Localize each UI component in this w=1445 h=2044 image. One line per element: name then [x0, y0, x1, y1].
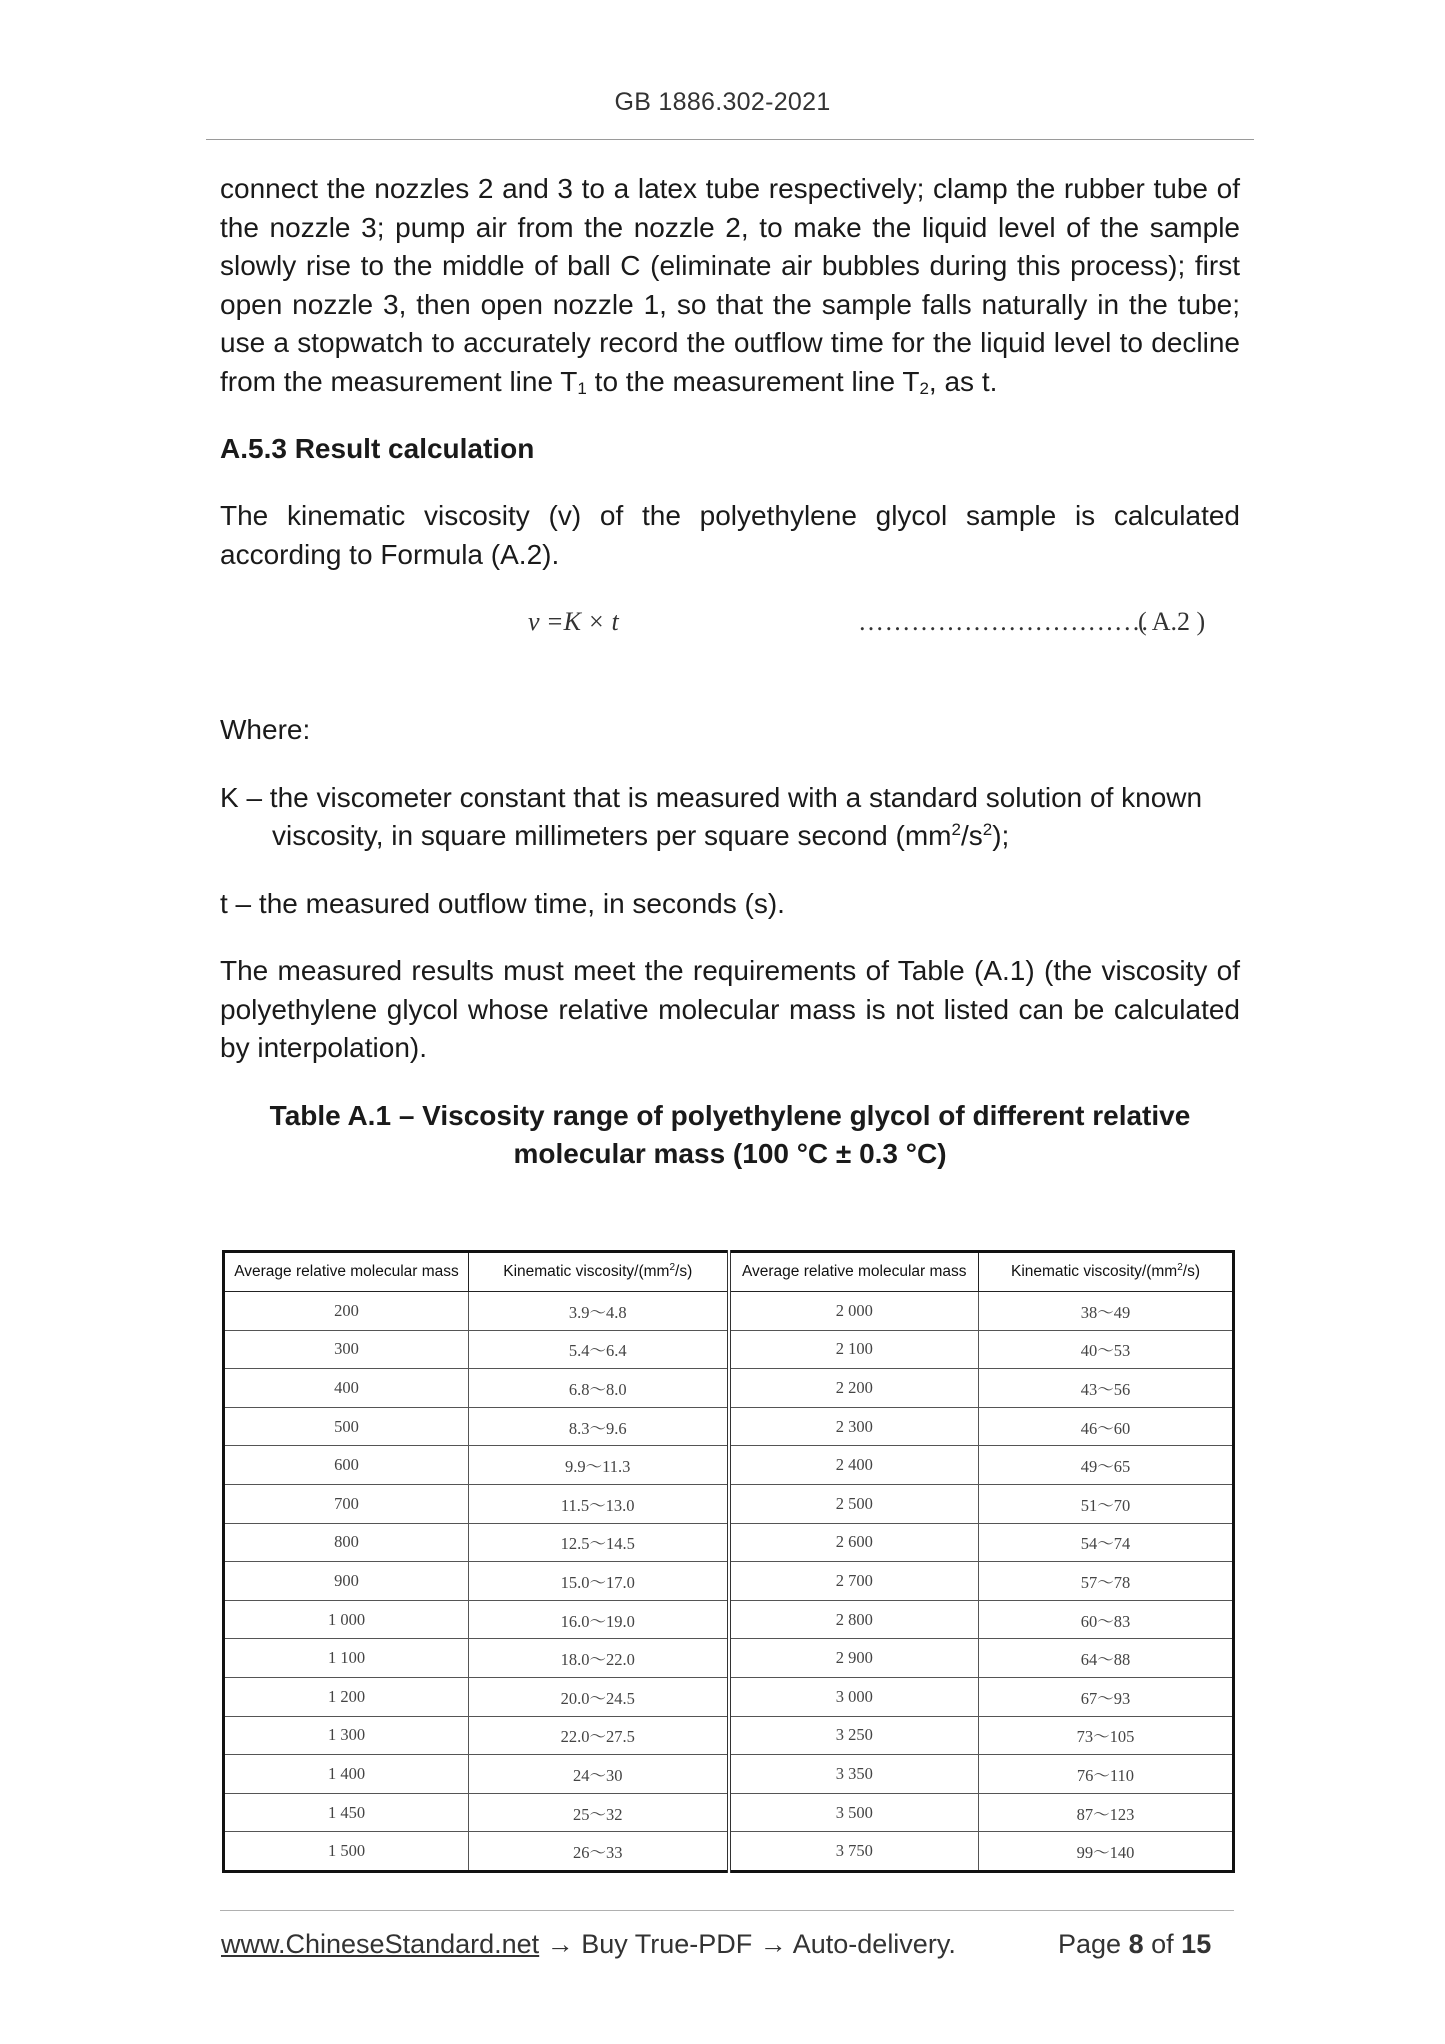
cell-mass-right: 3 500: [729, 1793, 979, 1832]
cell-mass-right: 3 250: [729, 1716, 979, 1755]
cell-mass-left: 1 500: [224, 1832, 469, 1872]
calculation-intro-paragraph: The kinematic viscosity (v) of the polyethylene glycol sample is calculated according to Formula (A.2).: [220, 500, 1240, 570]
cell-viscosity-left: 25～32: [469, 1793, 729, 1832]
table-row: [224, 1639, 1234, 1678]
header-divider: [206, 139, 1254, 140]
cell-viscosity-left: 3.9～4.8: [469, 1292, 729, 1331]
table-row: [224, 1330, 1234, 1369]
page-indicator: Page 8 of 15: [1058, 1929, 1212, 1959]
table-row: [224, 1407, 1234, 1446]
cell-mass-left: 400: [224, 1369, 469, 1408]
cell-viscosity-right: 43～56: [979, 1369, 1234, 1408]
cell-viscosity-left: 8.3～9.6: [469, 1407, 729, 1446]
cell-mass-right: 2 400: [729, 1446, 979, 1485]
table-row: [224, 1677, 1234, 1716]
definition-k: K – the viscometer constant that is measured with a standard solution of known viscosity, in square millimeters per square second $(mm^2/s^2)$;: [220, 781, 1203, 851]
cell-viscosity-left: 5.4～6.4: [469, 1330, 729, 1369]
table-row: [224, 1832, 1234, 1872]
cell-viscosity-left: 6.8～8.0: [469, 1369, 729, 1408]
cell-viscosity-right: 99～140: [979, 1832, 1234, 1872]
cell-mass-left: 1 100: [224, 1639, 469, 1678]
table-row: [224, 1716, 1234, 1755]
formula-expression: ν =K × t: [528, 607, 619, 636]
cell-mass-left: 1 200: [224, 1677, 469, 1716]
section-heading: A.5.3 Result calculation: [220, 433, 535, 464]
cell-viscosity-left: 12.5～14.5: [469, 1523, 729, 1562]
cell-viscosity-left: 18.0～22.0: [469, 1639, 729, 1678]
cell-viscosity-right: 60～83: [979, 1600, 1234, 1639]
cell-mass-left: 1 450: [224, 1793, 469, 1832]
cell-mass-right: 2 100: [729, 1330, 979, 1369]
cell-viscosity-right: 40～53: [979, 1330, 1234, 1369]
cell-mass-right: 2 000: [729, 1292, 979, 1331]
cell-viscosity-right: 38～49: [979, 1292, 1234, 1331]
cell-mass-left: 800: [224, 1523, 469, 1562]
cell-viscosity-right: 67～93: [979, 1677, 1234, 1716]
cell-viscosity-right: 49～65: [979, 1446, 1234, 1485]
table-row: [224, 1446, 1234, 1485]
table-row: [224, 1523, 1234, 1562]
cell-mass-left: 600: [224, 1446, 469, 1485]
table-row: [224, 1600, 1234, 1639]
cell-mass-right: 3 750: [729, 1832, 979, 1872]
cell-mass-left: 1 300: [224, 1716, 469, 1755]
table-row: [224, 1755, 1234, 1794]
cell-viscosity-left: 24～30: [469, 1755, 729, 1794]
cell-mass-right: 2 300: [729, 1407, 979, 1446]
cell-viscosity-right: 51～70: [979, 1484, 1234, 1523]
cell-viscosity-right: 54～74: [979, 1523, 1234, 1562]
site-link[interactable]: www.ChineseStandard.net: [221, 1929, 540, 1959]
cell-viscosity-left: 11.5～13.0: [469, 1484, 729, 1523]
cell-mass-right: 2 500: [729, 1484, 979, 1523]
cell-viscosity-left: 20.0～24.5: [469, 1677, 729, 1716]
cell-mass-left: 700: [224, 1484, 469, 1523]
footer-tagline: → Buy True-PDF → Auto-delivery.: [539, 1929, 956, 1959]
header-mass-left: Average relative molecular mass: [224, 1252, 469, 1292]
requirements-paragraph: The measured results must meet the requirements of Table (A.1) (the viscosity of polyethylene glycol whose relative molecular mass is not listed can be calculated by interpolation).: [220, 955, 1240, 1063]
cell-mass-left: 1 400: [224, 1755, 469, 1794]
footer-promo: [221, 1929, 956, 1960]
header-viscosity-right: Kinematic viscosity/$(mm^2/s)$: [979, 1252, 1234, 1292]
definition-t: t – the measured outflow time, in seconds (s).: [220, 887, 785, 919]
cell-mass-left: 1 000: [224, 1600, 469, 1639]
cell-viscosity-right: 64～88: [979, 1639, 1234, 1678]
current-page: 8: [1128, 1929, 1144, 1959]
cell-mass-right: 2 800: [729, 1600, 979, 1639]
header-viscosity-left: Kinematic viscosity/$(mm^2/s)$: [469, 1252, 729, 1292]
cell-mass-right: 2 600: [729, 1523, 979, 1562]
cell-mass-left: 200: [224, 1292, 469, 1331]
header-mass-right: Average relative molecular mass: [729, 1252, 979, 1292]
cell-mass-left: 300: [224, 1330, 469, 1369]
cell-viscosity-left: 16.0～19.0: [469, 1600, 729, 1639]
where-label: Where:: [220, 714, 311, 745]
table-row: [224, 1484, 1234, 1523]
cell-mass-right: 3 350: [729, 1755, 979, 1794]
cell-mass-right: 2 200: [729, 1369, 979, 1408]
cell-mass-right: 3 000: [729, 1677, 979, 1716]
table-header-row: [224, 1252, 1234, 1292]
formula-a2: [220, 603, 1240, 663]
viscosity-table-wrapper: [222, 1250, 1232, 1873]
cell-viscosity-right: 73～105: [979, 1716, 1234, 1755]
document-header-id: GB 1886.302-2021: [614, 88, 831, 116]
procedure-paragraph: connect the nozzles 2 and 3 to a latex tube respectively; clamp the rubber tube of the nozzle 3; pump air from the nozzle 2, to make the liquid level of the sample slowly rise to the middle of ball C (eliminate air bubbles during this process); first open nozzle 3, then open nozzle 1, so that the sample falls naturally in the tube; use a stopwatch to accurately record the outflow time for the liquid level to decline from the measurement line $T_1$ to the measurement line $T_2$, as t.: [220, 173, 1240, 398]
page-body: [220, 170, 1240, 1173]
footer-divider: [220, 1910, 1234, 1911]
cell-mass-right: 2 900: [729, 1639, 979, 1678]
cell-viscosity-right: 87～123: [979, 1793, 1234, 1832]
table-row: [224, 1292, 1234, 1331]
total-pages: 15: [1181, 1929, 1212, 1959]
cell-viscosity-left: 9.9～11.3: [469, 1446, 729, 1485]
cell-viscosity-right: 76～110: [979, 1755, 1234, 1794]
formula-leader-dots: ……………………………: [858, 607, 1150, 636]
table-row: [224, 1369, 1234, 1408]
cell-viscosity-right: 57～78: [979, 1562, 1234, 1601]
table-row: [224, 1562, 1234, 1601]
table-caption: Table A.1 – Viscosity range of polyethylene glycol of different relative molecular mass (100 °C ± 0.3 °C): [269, 1099, 1191, 1169]
viscosity-table: [222, 1250, 1235, 1873]
cell-viscosity-left: 26～33: [469, 1832, 729, 1872]
formula-reference: ( A.2 ): [1138, 607, 1206, 636]
cell-mass-left: 900: [224, 1562, 469, 1601]
cell-mass-left: 500: [224, 1407, 469, 1446]
cell-mass-right: 2 700: [729, 1562, 979, 1601]
cell-viscosity-left: 15.0～17.0: [469, 1562, 729, 1601]
cell-viscosity-right: 46～60: [979, 1407, 1234, 1446]
cell-viscosity-left: 22.0～27.5: [469, 1716, 729, 1755]
table-row: [224, 1793, 1234, 1832]
